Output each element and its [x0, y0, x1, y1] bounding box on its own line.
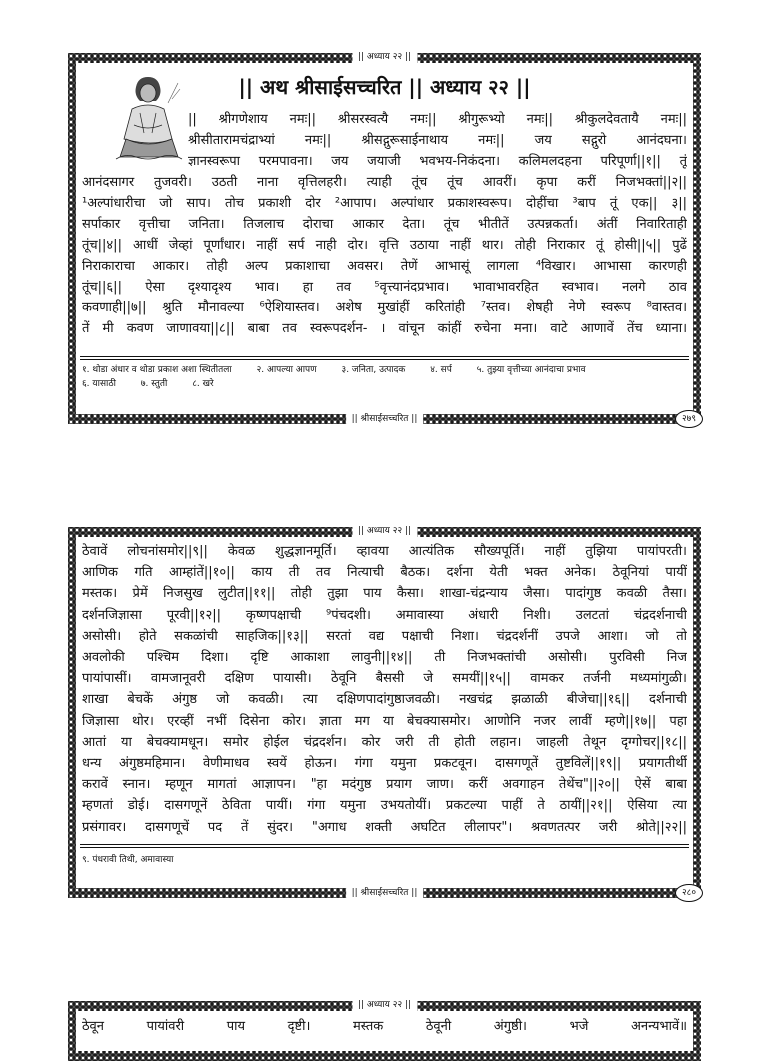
- verse-line: पायांपासीं। वामजानूवरी दक्षिण पायासी। ठेवूनि बैससी जे समयीं||१५|| वामकर तर्जनी मध्यमांगुळी।: [82, 671, 687, 687]
- verse-line: तूंच||६|| ऐसा दृश्यादृश्य भाव। हा तव ⁵वृत्त्यानंदप्रभाव। भावाभावरहित स्वभाव। नलगे ठाव: [82, 279, 687, 295]
- page-279: [68, 53, 701, 424]
- footnote: १. थोडा अंधार व थोडा प्रकाश अशा स्थितीतला: [82, 365, 232, 375]
- footnote-divider: [80, 356, 689, 357]
- page-content: [76, 537, 693, 888]
- verse-line: आणिक गति आम्हांतें||१०|| काय ती तव नित्याची बैठक। दर्शना येती भक्त अनेक। ठेवूनियां पायीं: [82, 565, 687, 581]
- verse-line: करावें स्नान। म्हणून मागतां आज्ञापन। "हा मदंगुष्ठ प्रयाग जाण। करीं अवगाहन तेथेंच"||२०|| ऐसें बाबा: [82, 777, 687, 793]
- footnotes: [82, 853, 687, 867]
- verse-line: जिज्ञासा थोर। एरव्हीं नभीं दिसेना कोर। ज्ञाता मग या बेचक्यासमोर। आणोनि नजर लावीं म्हणे||१७|| पहा: [82, 713, 687, 729]
- page-number: २८०: [675, 884, 703, 902]
- page-content: [76, 1011, 693, 1051]
- verse-line: श्रीसीतारामचंद्राभ्यां नमः|| श्रीसद्गुरूसाईनाथाय नमः|| जय सद्गुरो आनंदघना।: [188, 132, 687, 148]
- footnote: २. आपल्या आपण: [256, 365, 317, 375]
- verse-line: म्हणतां डोई। दासगणूनें ठेविता पायीं। गंगा यमुना उभयतोयीं। प्रकटल्या पाहीं ते ठायीं||२१|| ऐसिया त्या: [82, 798, 687, 814]
- verse-line: तूंच||४|| आधीं जेव्हां पूर्णांधार। नाहीं सर्प नाही दोर। वृत्ति उठाया नाहीं थार। तोही निराकार तूं होसी||५|| पुढें: [82, 237, 687, 253]
- page-281-partial: [68, 1001, 701, 1061]
- page-footer: || श्रीसाईसच्चरित ||: [346, 414, 424, 425]
- verse-line: ठेवून पायांवरी पाय दृष्टी। मस्तक ठेवूनी अंगुष्ठी। भजे अनन्यभावें॥: [82, 1019, 687, 1034]
- page-header: || अध्याय २२ ||: [352, 1000, 417, 1011]
- footnotes: [82, 363, 687, 391]
- verse-line: असोसी। होते सकळांची साहजिक||१३|| सरतां वद्य पक्षाची निशा। चंद्रदर्शनीं उपजे आशा। जो तो: [82, 628, 687, 644]
- footnote: ६. यासाठी: [82, 379, 116, 389]
- footnote: ५. तुझ्या वृत्तीच्या आनंदाचा प्रभाव: [476, 365, 586, 375]
- page-number: २७९: [675, 410, 703, 428]
- verse-line: धन्य अंगुष्ठमहिमान। वेणीमाधव स्वयें होऊन। गंगा यमुना प्रकटवून। दासगणूतें तुष्टविलें||१९|| प्रयागतीर्थी: [82, 756, 687, 772]
- verse-block: [82, 541, 687, 838]
- verse-line: अवलोकी पश्चिम दिशा। दृष्टि आकाशा लावुनी||१४|| ती निजभक्तांची असोसी। पुरविसी निज: [82, 650, 687, 666]
- footnote: ८. खरे: [192, 379, 214, 389]
- verse-line: || श्रीगणेशाय नमः|| श्रीसरस्वत्यै नमः|| श्रीगुरूभ्यो नमः|| श्रीकुलदेवतायै नमः||: [188, 112, 687, 127]
- verse-block-upper: [188, 110, 687, 173]
- verse-line: कवणाही||७|| श्रुति मौनावल्या ⁶ऐशियास्तव। अशेष मुखांहीं करितांही ⁷स्तव। शेषही नेणे स्वरूप ⁸वास्तव।: [82, 300, 687, 316]
- footnote-divider: [80, 844, 689, 845]
- footnote: ७. स्तुती: [140, 379, 168, 389]
- verse-line: मस्तक। प्रेमें निजसुख लुटीत||११|| तोही तुझा पाय कैसा। शाखा-चंद्रन्याय जैसा। पादांगुष्ठ कवळी तैसा।: [82, 586, 687, 602]
- page-header: || अध्याय २२ ||: [352, 526, 417, 537]
- verse-block: [82, 173, 687, 340]
- verse-line: ¹अल्पांधारीचा जो साप। तोच प्रकाशी दोर ²आपाप। अल्पांधार प्रकाशस्वरूप। दोहींचा ³बाप तूं एक|| ३||: [82, 195, 687, 211]
- footnote: ४. सर्प: [430, 365, 452, 375]
- verse-line: दर्शनजिज्ञासा पूरवी||१२|| कृष्णपक्षाची ⁹पंचदशी। अमावास्या अंधारी निशी। उलटतां चंद्रदर्शनाची: [82, 607, 687, 623]
- verse-line: ज्ञानस्वरूपा परमपावना। जय जयाजी भवभय-निकंदना। कलिमलदहना परिपूर्णा||१|| तूं: [188, 153, 687, 169]
- page-header: || अध्याय २२ ||: [352, 52, 417, 63]
- footnote-divider: [80, 847, 689, 848]
- verse-line: आतां या बेचक्यामधून। समोर होईल चंद्रदर्शन। कोर जरी ती होती लहान। जाहली तेथून दृग्गोचर||१८||: [82, 734, 687, 750]
- verse-line: निराकाराचा आकार। तोही अल्प प्रकाशाचा अवसर। तेणें आभासूं लागला ⁴विखार। आभासा कारणही: [82, 258, 687, 274]
- verse-line: सर्पाकार वृत्तीचा जनिता। तिजलाच दोराचा आकार देता। तूंच भीतीतें उत्पन्नकर्ता। अंतीं निवारिताही: [82, 216, 687, 232]
- page-content: [76, 63, 693, 414]
- verse-block: [82, 1017, 687, 1038]
- page-footer: || श्रीसाईसच्चरित ||: [346, 888, 424, 899]
- footnote-divider: [80, 359, 689, 360]
- verse-line: तें मी कवण जाणावया||८|| बाबा तव स्वरूपदर्शन- । वांचून कांहीं रुचेना मना। वाटे आणावें तेंच ध्याना।: [82, 321, 687, 337]
- chapter-title: || अथ श्रीसाईसच्चरित || अध्याय २२ ||: [238, 75, 531, 99]
- footnote: ९. पंधरावी तिथी, अमावास्या: [82, 855, 174, 865]
- verse-line: प्रसंगावर। दासगणूचें पद तें सुंदर। "अगाध शक्ती अघटित लीलापर"। श्रवणतत्पर जरी श्रोते||२२||: [82, 819, 687, 835]
- verse-line: ठेवावें लोचनांसमोर||९|| केवळ शुद्धज्ञानमूर्ति। व्हावया आत्यंतिक सौख्यपूर्ति। नाहीं तुझिया पायांपरती।: [82, 544, 687, 559]
- footnote: ३. जनिता, उत्पादक: [341, 365, 406, 375]
- verse-line: शाखा बेचकें अंगुष्ठ जो कवळी। त्या दक्षिणपादांगुष्ठाजवळी। नखचंद्र झळाळी बीजेचा||१६|| दर्शनाची: [82, 692, 687, 708]
- page-280: [68, 527, 701, 898]
- verse-line: आनंदसागर तुजवरी। उठती नाना वृत्तिलहरी। त्याही तूंच तूंच आवरीं। कृपा करीं निजभक्तां||२||: [82, 175, 687, 190]
